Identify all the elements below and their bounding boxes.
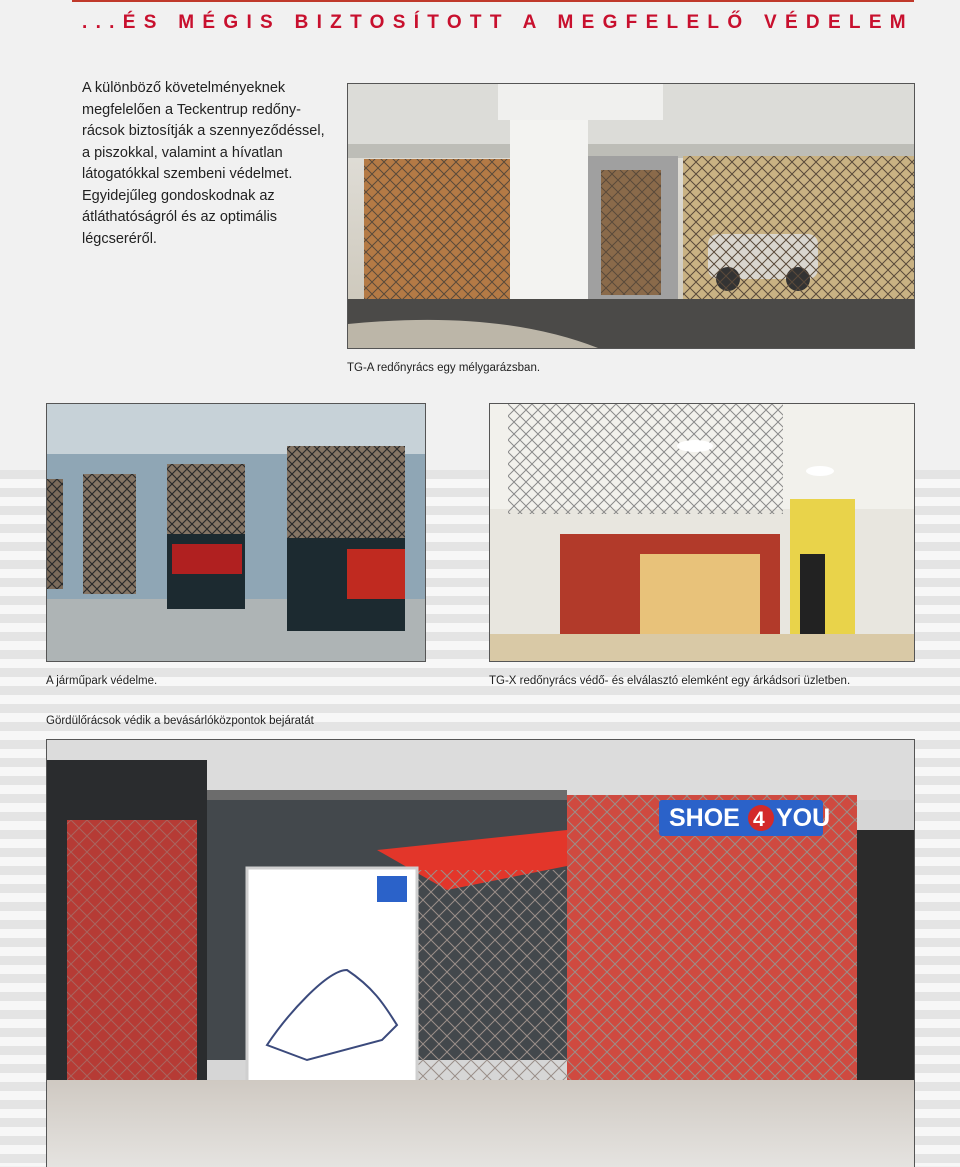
lightbox-logo (377, 876, 407, 902)
intro-text (82, 78, 332, 250)
store-sign-text: SHOE (669, 804, 740, 832)
mall-photo (46, 739, 915, 1167)
store-sign-suffix: YOU (776, 804, 831, 832)
parking-caption: A járműpark védelme. (46, 675, 158, 687)
store-sign-number: 4 (753, 808, 765, 831)
top-rule (72, 0, 914, 2)
shop-photo (489, 403, 915, 662)
intro-paragraph-2: Egyidejűleg gondoskodnak az átláthatóságról és az optimális légcseréről. (82, 187, 278, 247)
garage-caption: TG-A redőnyrács egy mélygarázsban. (347, 362, 541, 374)
parking-photo (46, 403, 426, 662)
mall-caption: Gördülőrácsok védik a bevásárlóközpontok bejáratát (46, 715, 314, 727)
garage-photo (347, 83, 915, 349)
shop-caption: TG-X redőnyrács védő- és elválasztó elemként egy árkádsori üzletben. (489, 675, 851, 687)
page-headline: ...ÉS MÉGIS BIZTOSÍTOTT A MEGFELELŐ VÉDELEM (82, 12, 914, 33)
intro-paragraph-1: A különböző követelményeknek megfelelően a Teckentrup redőnyrácsok biztosítják a szennyeződéssel, a piszokkal, valamint a hívatlan látogatókkal szembeni védelmet. (82, 80, 325, 182)
